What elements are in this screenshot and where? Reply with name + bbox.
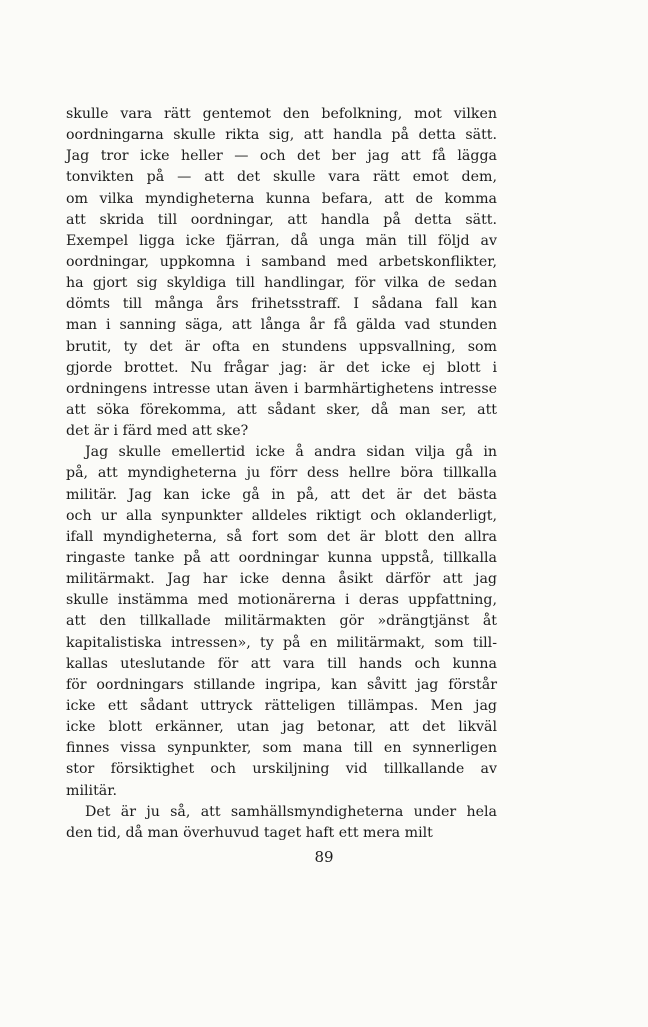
text-line: brutit, ty det är ofta en stundens uppsvallning, som bbox=[66, 338, 497, 355]
text-line: ringaste tanke på att oordningar kunna uppstå, tillkalla bbox=[66, 549, 497, 566]
text-line: på, att myndigheterna ju förr dess hellre böra tillkalla bbox=[66, 465, 497, 482]
paragraph bbox=[66, 802, 497, 844]
text-line: att den tillkallade militärmakten gör »drängtjänst åt bbox=[66, 613, 497, 630]
page-number: 89 bbox=[314, 848, 334, 866]
text-line: den tid, då man överhuvud taget haft ett mera milt bbox=[66, 824, 433, 841]
text-line: för oordningars stillande ingripa, kan såvitt jag förstår bbox=[66, 676, 497, 693]
text-line: icke blott erkänner, utan jag betonar, att det likväl bbox=[66, 719, 497, 736]
text-line: dömts till många års frihetsstraff. I sådana fall kan bbox=[66, 296, 497, 313]
text-line: militärmakt. Jag har icke denna åsikt därför att jag bbox=[66, 571, 497, 588]
text-line: icke ett sådant uttryck rätteligen tillämpas. Men jag bbox=[66, 697, 497, 714]
paragraph bbox=[66, 104, 497, 442]
body-text bbox=[66, 104, 497, 844]
text-line: militär. Jag kan icke gå in på, att det är det bästa bbox=[66, 486, 497, 503]
text-line: Jag skulle emellertid icke å andra sidan vilja gå in bbox=[85, 444, 497, 461]
text-line: ha gjort sig skyldiga till handlingar, för vilka de sedan bbox=[66, 275, 497, 292]
text-line: kallas uteslutande för att vara till hands och kunna bbox=[66, 655, 497, 672]
text-line: att söka förekomma, att sådant sker, då man ser, att bbox=[66, 401, 497, 418]
text-line: det är i färd med att ske? bbox=[66, 423, 249, 440]
text-line: tonvikten på — att det skulle vara rätt emot dem, bbox=[66, 169, 497, 186]
text-line: kapitalistiska intressen», ty på en militärmakt, som till- bbox=[66, 634, 497, 651]
text-line: om vilka myndigheterna kunna befara, att de komma bbox=[66, 190, 497, 207]
text-line: ifall myndigheterna, så fort som det är blott den allra bbox=[66, 528, 497, 545]
text-line: Exempel ligga icke fjärran, då unga män till följd av bbox=[66, 232, 497, 249]
text-line: skulle vara rätt gentemot den befolkning, mot vilken bbox=[66, 106, 497, 122]
text-line: och ur alla synpunkter alldeles riktigt och oklanderligt, bbox=[66, 507, 497, 524]
paragraph bbox=[66, 442, 497, 801]
text-line: finnes vissa synpunkter, som mana till en synnerligen bbox=[66, 740, 497, 757]
text-line: skulle instämma med motionärerna i deras uppfattning, bbox=[66, 592, 497, 609]
text-line: gjorde brottet. Nu frågar jag: är det icke ej blott i bbox=[66, 359, 497, 376]
text-line: man i sanning säga, att långa år få gälda vad stunden bbox=[66, 317, 497, 334]
text-line: Det är ju så, att samhällsmyndigheterna under hela bbox=[85, 803, 497, 820]
text-line: militär. bbox=[66, 782, 117, 799]
text-line: oordningarna skulle rikta sig, att handla på detta sätt. bbox=[66, 127, 497, 144]
text-line: Jag tror icke heller — och det ber jag att få lägga bbox=[66, 148, 497, 165]
text-line: stor försiktighet och urskiljning vid tillkallande av bbox=[66, 761, 497, 778]
text-line: oordningar, uppkomna i samband med arbetskonflikter, bbox=[66, 253, 497, 270]
text-line: att skrida till oordningar, att handla på detta sätt. bbox=[66, 211, 497, 228]
text-line: ordningens intresse utan även i barmhärtighetens intresse bbox=[66, 380, 497, 397]
